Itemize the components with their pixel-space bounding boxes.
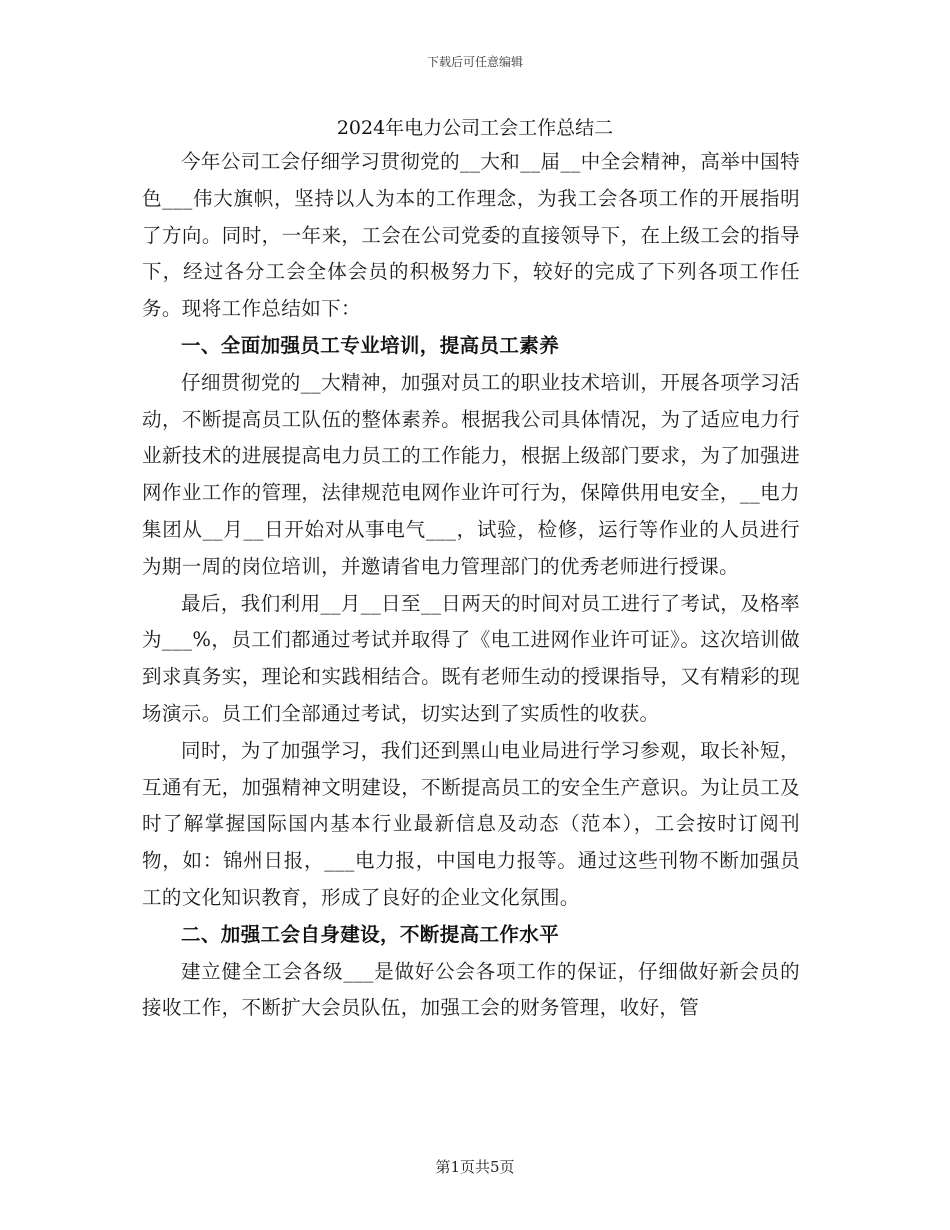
section1-paragraph-3: 同时，为了加强学习，我们还到黑山电业局进行学习参观，取长补短，互通有无，加强精神文明建设，不断提高员工的安全生产意识。为让员工及时了解掌握国际国内基本行业最新信息及动态（范本），工会按时订阅刊物，如：锦州日报，___电力报，中国电力报等。通过这些刊物不断加强员工的文化知识教育，形成了良好的企业文化氛围。 [142, 738, 800, 909]
page-header: 下载后可任意编辑 [426, 55, 523, 69]
document-body [142, 144, 800, 1027]
page-footer: 第1页共5页 [435, 1158, 515, 1176]
section1-paragraph-1: 仔细贯彻党的__大精神，加强对员工的职业技术培训，开展各项学习活动，不断提高员工队伍的整体素养。根据我公司具体情况，为了适应电力行业新技术的进展提高电力员工的工作能力，根据上级部门要求，为了加强进网作业工作的管理，法律规范电网作业许可行为，保障供用电安全，__电力集团从__月__日开始对从事电气___，试验，检修，运行等作业的人员进行为期一周的岗位培训，并邀请省电力管理部门的优秀老师进行授课。 [142, 370, 800, 578]
document-title: 2024年电力公司工会工作总结二 [336, 117, 614, 139]
section-heading-1: 一、全面加强员工专业培训，提高员工素养 [181, 333, 560, 357]
section1-paragraph-2: 最后，我们利用__月__日至__日两天的时间对员工进行了考试，及格率为___%，员工们都通过考试并取得了《电工进网作业许可证》。这次培训做到求真务实，理论和实践相结合。既有老师生动的授课指导，又有精彩的现场演示。员工们全部通过考试，切实达到了实质性的收获。 [142, 591, 800, 725]
section2-paragraph-1: 建立健全工会各级___是做好公会各项工作的保证，仔细做好新会员的接收工作，不断扩大会员队伍，加强工会的财务管理，收好，管 [142, 959, 800, 1020]
section-heading-2: 二、加强工会自身建设，不断提高工作水平 [181, 922, 560, 946]
intro-paragraph: 今年公司工会仔细学习贯彻党的__大和__届__中全会精神，高举中国特色___伟大旗帜，坚持以人为本的工作理念，为我工会各项工作的开展指明了方向。同时，一年来，工会在公司党委的直接领导下，在上级工会的指导下，经过各分工会全体会员的积极努力下，较好的完成了下列各项工作任务。现将工作总结如下： [142, 150, 800, 321]
